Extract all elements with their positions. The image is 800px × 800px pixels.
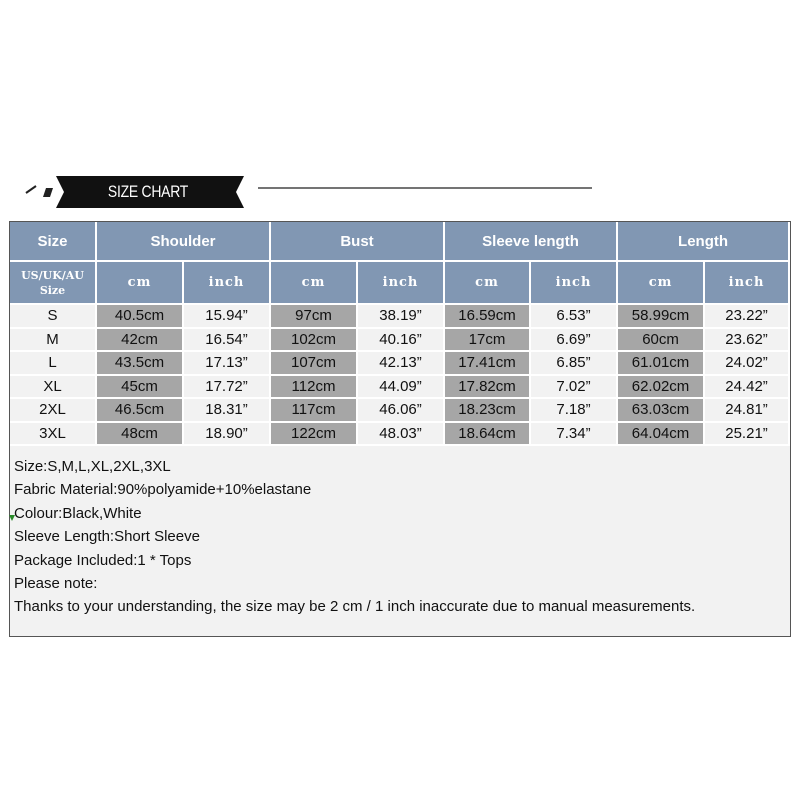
unit-inch-header: inch xyxy=(531,262,618,305)
shoulder-cm-cell: 45cm xyxy=(97,376,184,400)
table-header-row xyxy=(10,222,790,262)
banner-title: SIZE CHART xyxy=(107,182,189,201)
bust-header: Bust xyxy=(271,222,445,262)
shoulder-inch-cell: 18.90” xyxy=(184,423,271,447)
unit-inch-header: inch xyxy=(358,262,445,305)
bust-cm-cell: 122cm xyxy=(271,423,358,447)
note-please-note: Please note: xyxy=(14,574,98,592)
table-unit-row xyxy=(10,262,790,305)
length-cm-cell: 64.04cm xyxy=(618,423,705,447)
size-cell: L xyxy=(10,352,97,376)
length-cm-cell: 60cm xyxy=(618,329,705,353)
table-row xyxy=(10,376,790,400)
product-notes xyxy=(14,455,695,619)
shoulder-cm-cell: 43.5cm xyxy=(97,352,184,376)
bust-cm-cell: 117cm xyxy=(271,399,358,423)
sleeve-length-header: Sleeve length xyxy=(445,222,618,262)
sleeve-inch-cell: 7.02” xyxy=(531,376,618,400)
bust-cm-cell: 107cm xyxy=(271,352,358,376)
table-row xyxy=(10,399,790,423)
bust-inch-cell: 48.03” xyxy=(358,423,445,447)
table-row xyxy=(10,329,790,353)
bust-inch-cell: 44.09” xyxy=(358,376,445,400)
sleeve-inch-cell: 6.85” xyxy=(531,352,618,376)
length-cm-cell: 63.03cm xyxy=(618,399,705,423)
note-sleeve-length: Sleeve Length:Short Sleeve xyxy=(14,528,200,546)
size-table xyxy=(10,222,790,446)
sleeve-inch-cell: 7.18” xyxy=(531,399,618,423)
bust-cm-cell: 112cm xyxy=(271,376,358,400)
sleeve-cm-cell: 17cm xyxy=(445,329,531,353)
sleeve-inch-cell: 7.34” xyxy=(531,423,618,447)
size-cell: 3XL xyxy=(10,423,97,447)
table-row xyxy=(10,305,790,329)
shoulder-inch-cell: 15.94” xyxy=(184,305,271,329)
size-cell: 2XL xyxy=(10,399,97,423)
sleeve-cm-cell: 16.59cm xyxy=(445,305,531,329)
size-cell: XL xyxy=(10,376,97,400)
shoulder-header: Shoulder xyxy=(97,222,271,262)
length-cm-cell: 58.99cm xyxy=(618,305,705,329)
sleeve-cm-cell: 18.64cm xyxy=(445,423,531,447)
shoulder-cm-cell: 40.5cm xyxy=(97,305,184,329)
table-row xyxy=(10,423,790,447)
bust-cm-cell: 97cm xyxy=(271,305,358,329)
bust-cm-cell: 102cm xyxy=(271,329,358,353)
shoulder-cm-cell: 42cm xyxy=(97,329,184,353)
banner-left-diamond xyxy=(43,188,53,197)
unit-cm-header: cm xyxy=(271,262,358,305)
unit-cm-header: cm xyxy=(445,262,531,305)
sleeve-inch-cell: 6.69” xyxy=(531,329,618,353)
bust-inch-cell: 42.13” xyxy=(358,352,445,376)
sleeve-cm-cell: 17.82cm xyxy=(445,376,531,400)
bust-inch-cell: 40.16” xyxy=(358,329,445,353)
length-inch-cell: 23.62” xyxy=(705,329,790,353)
shoulder-inch-cell: 17.13” xyxy=(184,352,271,376)
shoulder-inch-cell: 16.54” xyxy=(184,329,271,353)
note-fabric: Fabric Material:90%polyamide+10%elastane xyxy=(14,481,312,499)
length-cm-cell: 62.02cm xyxy=(618,376,705,400)
shoulder-inch-cell: 17.72” xyxy=(184,376,271,400)
sleeve-cm-cell: 17.41cm xyxy=(445,352,531,376)
size-chart-panel xyxy=(9,221,791,637)
size-region-caption xyxy=(10,262,97,305)
length-inch-cell: 24.81” xyxy=(705,399,790,423)
size-header: Size xyxy=(10,222,97,262)
length-inch-cell: 23.22” xyxy=(705,305,790,329)
size-region-caption-line2: Size xyxy=(39,283,66,297)
table-row xyxy=(10,352,790,376)
length-inch-cell: 24.42” xyxy=(705,376,790,400)
unit-inch-header: inch xyxy=(184,262,271,305)
banner-left-tick xyxy=(26,186,36,193)
size-region-caption-line1: US/UK/AU xyxy=(21,268,84,282)
note-colour: Colour:Black,White xyxy=(14,504,142,522)
size-chart-banner xyxy=(0,0,800,215)
length-cm-cell: 61.01cm xyxy=(618,352,705,376)
length-header: Length xyxy=(618,222,790,262)
length-inch-cell: 24.02” xyxy=(705,352,790,376)
sleeve-inch-cell: 6.53” xyxy=(531,305,618,329)
shoulder-cm-cell: 46.5cm xyxy=(97,399,184,423)
sleeve-cm-cell: 18.23cm xyxy=(445,399,531,423)
note-package: Package Included:1 * Tops xyxy=(14,551,192,569)
size-cell: S xyxy=(10,305,97,329)
unit-inch-header: inch xyxy=(705,262,790,305)
bust-inch-cell: 38.19” xyxy=(358,305,445,329)
length-inch-cell: 25.21” xyxy=(705,423,790,447)
size-cell: M xyxy=(10,329,97,353)
note-measurement-disclaimer: Thanks to your understanding, the size may be 2 cm / 1 inch inaccurate due to manual measurements. xyxy=(14,598,696,616)
unit-cm-header: cm xyxy=(97,262,184,305)
bust-inch-cell: 46.06” xyxy=(358,399,445,423)
unit-cm-header: cm xyxy=(618,262,705,305)
note-sizes: Size:S,M,L,XL,2XL,3XL xyxy=(14,458,171,475)
shoulder-cm-cell: 48cm xyxy=(97,423,184,447)
shoulder-inch-cell: 18.31” xyxy=(184,399,271,423)
